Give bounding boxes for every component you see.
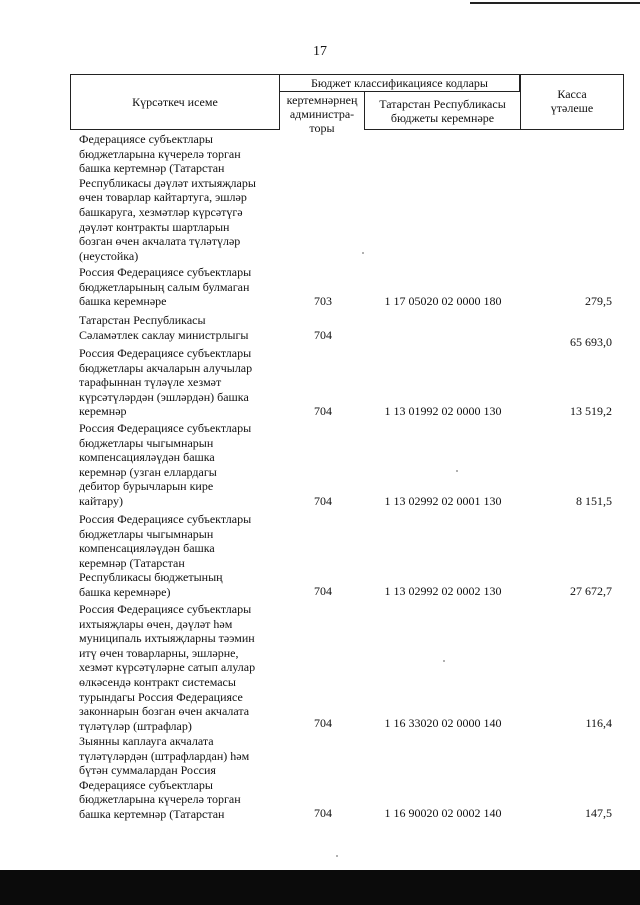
- scan-speck: [336, 855, 338, 857]
- row-cash-execution: 147,5: [585, 806, 612, 820]
- row-line: бюджетларының салым булмаган: [79, 279, 250, 294]
- row-admin-code: 704: [314, 328, 332, 342]
- header-budget-codes-label: Бюджет классификациясе кодлары: [311, 76, 488, 90]
- row-line: Федерациясе субъектлары: [79, 132, 213, 146]
- header-sum-line: Касса: [557, 87, 587, 101]
- row-line: компенсацияләүдән башка: [79, 541, 215, 556]
- row-line: компенсацияләүдән башка: [79, 450, 215, 465]
- row-line: түләтүләр (штрафлар): [79, 718, 192, 733]
- row-budget-code: 1 16 33020 02 0000 140: [384, 716, 502, 730]
- row-line: итү өчен товарларны, эшләрне,: [79, 645, 239, 660]
- row-line: Республикасы бюджетының: [79, 570, 223, 585]
- row-line: (неустойка): [79, 248, 139, 263]
- row-cash-execution: 279,5: [585, 294, 612, 308]
- header-sum: [520, 74, 624, 130]
- row-budget-code: 1 17 05020 02 0000 180: [384, 294, 502, 308]
- row-line: бюджетларына күчерелә торган: [79, 146, 241, 161]
- row-line: башка керемнәре): [79, 584, 171, 599]
- row-line: бюджетлары чыгымнарын: [79, 435, 214, 450]
- row-budget-code: 1 16 90020 02 0002 140: [384, 806, 502, 820]
- row-line: Россия Федерациясе субъектлары: [79, 346, 252, 360]
- scan-speck: [362, 252, 364, 254]
- row-admin-code: 704: [314, 494, 332, 508]
- row-line: Россия Федерациясе субъектлары: [79, 512, 252, 526]
- table-row: [79, 421, 275, 509]
- header-admin-line: торы: [309, 121, 335, 135]
- header-admin-line: администра-: [289, 107, 355, 121]
- row-line: башка кертемнәр (Татарстан: [79, 806, 225, 821]
- row-cash-execution: 13 519,2: [570, 404, 612, 418]
- header-indicator-label: Күрсәткеч исеме: [132, 95, 218, 109]
- row-line: өчен товарлар кайтартуга, эшләр: [79, 190, 247, 205]
- header-admin-line: кертемнәрнең: [286, 93, 358, 107]
- row-line: керемнәр (Татарстан: [79, 555, 185, 570]
- row-line: түләтүләрдән (штрафлардан) һәм: [79, 748, 250, 763]
- row-line: бюджетлары акчаларын алучылар: [79, 360, 253, 375]
- row-line: башкаруга, хезмәтләр күрсәтүгә: [79, 204, 243, 219]
- row-line: керемнәр: [79, 404, 127, 419]
- row-admin-code: 704: [314, 716, 332, 730]
- row-line: бүтән суммалардан Россия: [79, 763, 216, 778]
- row-line: Республикасы дәүләт ихтыяҗлары: [79, 175, 256, 190]
- table-row: [79, 512, 275, 600]
- row-cash-execution: 8 151,5: [576, 494, 612, 508]
- header-budget-codes: [279, 74, 520, 92]
- row-line: керемнәр (узган еллардагы: [79, 464, 217, 479]
- row-admin-code: 703: [314, 294, 332, 308]
- row-line: Сәламәтлек саклау министрлыгы: [79, 327, 249, 342]
- table-row: [79, 265, 275, 309]
- row-line: башка керемнәре: [79, 294, 167, 309]
- row-cash-execution: 65 693,0: [570, 335, 612, 349]
- row-line: бюджетларына күчерелә торган: [79, 792, 241, 807]
- scan-speck: [456, 470, 458, 472]
- row-line: муниципаль ихтыяҗларны тәэмин: [79, 631, 255, 646]
- row-line: дебитор бурычларын кире: [79, 479, 214, 494]
- table-row: [79, 313, 275, 342]
- row-line: Зыянны каплауга акчалата: [79, 734, 214, 748]
- row-line: Россия Федерациясе субъектлары: [79, 421, 252, 435]
- row-line: турындагы Россия Федерациясе: [79, 689, 243, 704]
- row-line: дәүләт контракты шартларын: [79, 219, 230, 234]
- row-line: күрсәтүләрдән (эшләрдән) башка: [79, 389, 249, 404]
- page-number: 17: [313, 44, 327, 59]
- row-line: хезмәт күрсәтүләрне сатып алулар: [79, 660, 256, 675]
- row-cash-execution: 27 672,7: [570, 584, 612, 598]
- table-row: [79, 734, 275, 822]
- row-line: өлкәсендә контракт системасы: [79, 674, 236, 689]
- row-line: законнарын бозган өчен акчалата: [79, 704, 250, 719]
- row-cash-execution: 116,4: [585, 716, 612, 730]
- row-line: ихтыяҗлары өчен, дәүләт һәм: [79, 616, 233, 631]
- row-admin-code: 704: [314, 806, 332, 820]
- header-sum-line: үтәлеше: [550, 101, 594, 115]
- table-row: [79, 132, 275, 263]
- row-line: Татарстан Республикасы: [79, 313, 206, 327]
- row-budget-code: 1 13 01992 02 0000 130: [384, 404, 502, 418]
- row-line: тарафыннан түләүле хезмәт: [79, 375, 222, 390]
- row-line: бюджетлары чыгымнарын: [79, 526, 214, 541]
- header-indicator-name: [70, 74, 280, 130]
- top-edge-line: [470, 2, 640, 4]
- table-row: [79, 346, 275, 419]
- row-line: Федерациясе субъектлары: [79, 777, 213, 792]
- scan-bottom-border: [0, 870, 640, 905]
- scan-speck: [443, 660, 445, 662]
- table-row: [79, 602, 275, 733]
- row-line: кайтару): [79, 493, 123, 508]
- row-line: башка кертемнәр (Татарстан: [79, 161, 225, 176]
- row-line: Россия Федерациясе субъектлары: [79, 602, 252, 616]
- header-code-line: Татарстан Республикасы: [379, 97, 506, 111]
- row-line: бозган өчен акчалата түләтүләр: [79, 234, 241, 249]
- row-admin-code: 704: [314, 584, 332, 598]
- row-budget-code: 1 13 02992 02 0001 130: [384, 494, 502, 508]
- row-line: Россия Федерациясе субъектлары: [79, 265, 252, 279]
- header-code: [364, 91, 521, 130]
- header-admin: [279, 91, 365, 135]
- row-budget-code: 1 13 02992 02 0002 130: [384, 584, 502, 598]
- row-admin-code: 704: [314, 404, 332, 418]
- header-code-line: бюджеты керемнәре: [390, 111, 495, 125]
